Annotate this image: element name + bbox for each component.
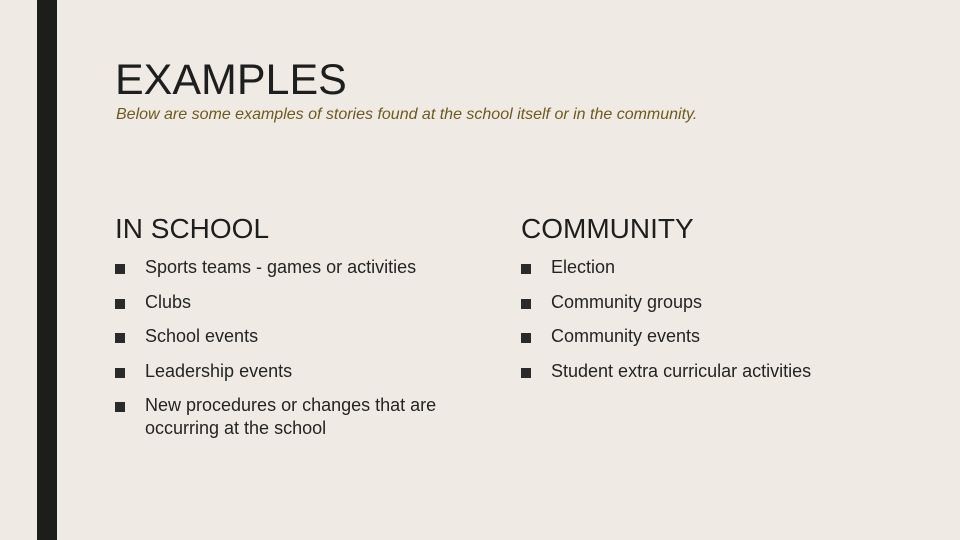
list-item bbox=[521, 256, 901, 279]
list-item-text: Sports teams - games or activities bbox=[145, 257, 417, 277]
list-item-text: Community events bbox=[551, 326, 701, 347]
list-item bbox=[115, 256, 495, 279]
square-bullet-icon bbox=[521, 299, 531, 309]
list-item-text: Student extra curricular activities bbox=[551, 360, 812, 381]
square-bullet-icon bbox=[521, 333, 531, 343]
list-item-text: Leadership events bbox=[145, 360, 293, 381]
list-item bbox=[115, 325, 495, 348]
in-school-column bbox=[115, 208, 495, 452]
square-bullet-icon bbox=[115, 402, 125, 412]
list-item bbox=[521, 325, 901, 348]
list-item-text: Clubs bbox=[145, 291, 192, 312]
community-list bbox=[521, 256, 901, 383]
list-item-text: New procedures or changes that are occurring at the school bbox=[145, 395, 437, 439]
square-bullet-icon bbox=[115, 333, 125, 343]
list-item bbox=[115, 291, 495, 314]
community-column bbox=[521, 208, 901, 394]
list-item-text: School events bbox=[145, 326, 259, 347]
slide-title: EXAMPLES bbox=[115, 56, 347, 104]
list-item bbox=[521, 291, 901, 314]
list-item bbox=[115, 360, 495, 383]
list-item bbox=[521, 360, 901, 383]
list-item-text: Election bbox=[551, 257, 616, 277]
slide-subtitle: Below are some examples of stories found at the school itself or in the community. bbox=[116, 106, 698, 123]
square-bullet-icon bbox=[521, 368, 531, 378]
list-item-text: Community groups bbox=[551, 291, 703, 312]
square-bullet-icon bbox=[115, 299, 125, 309]
square-bullet-icon bbox=[115, 264, 125, 274]
list-item bbox=[115, 394, 465, 440]
in-school-list bbox=[115, 256, 495, 440]
square-bullet-icon bbox=[115, 368, 125, 378]
square-bullet-icon bbox=[521, 264, 531, 274]
in-school-heading: IN SCHOOL bbox=[115, 213, 270, 244]
community-heading: COMMUNITY bbox=[521, 213, 694, 244]
side-accent-bar bbox=[37, 0, 57, 540]
